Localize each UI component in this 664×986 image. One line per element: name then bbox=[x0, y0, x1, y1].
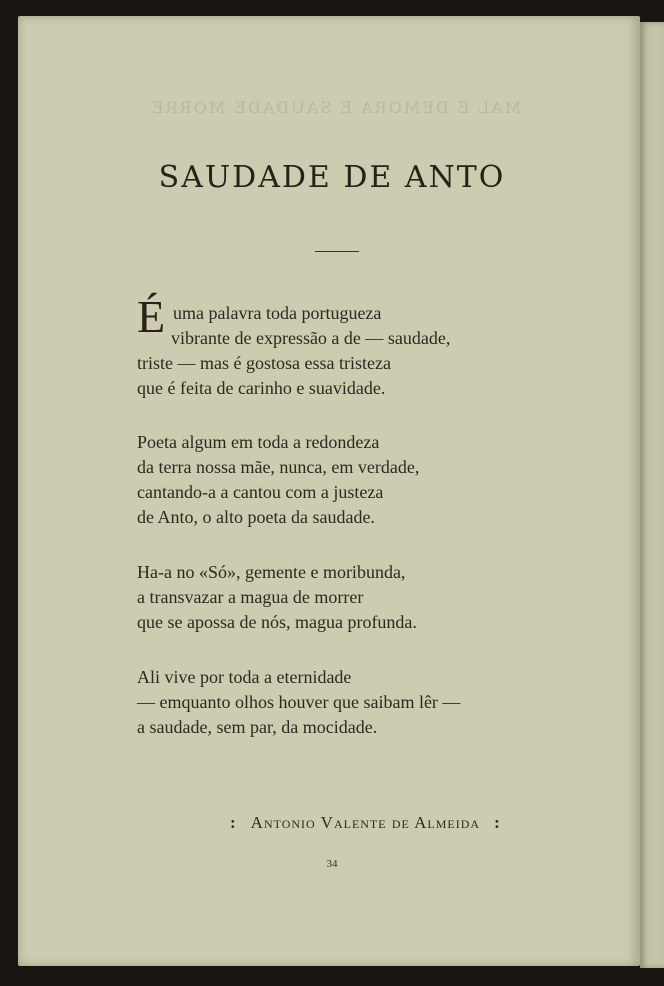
verse-line: Ha-a no «Só», gemente e moribunda, bbox=[137, 562, 406, 582]
verse-line: Poeta algum em toda a redondeza bbox=[137, 432, 380, 452]
verse-line: Ali vive por toda a eternidade bbox=[137, 667, 352, 687]
author-colon-left: : bbox=[230, 813, 237, 832]
drop-cap: É bbox=[137, 291, 166, 342]
verse-line: — emquanto olhos houver que saibam lêr — bbox=[137, 692, 461, 712]
title-divider bbox=[315, 251, 359, 252]
poem-title: SAUDADE DE ANTO bbox=[158, 160, 506, 195]
verse-line: da terra nossa mãe, nunca, em verdade, bbox=[137, 457, 420, 477]
verse-line: de Anto, o alto poeta da saudade. bbox=[137, 507, 375, 527]
verse-line: que é feita de carinho e suavidade. bbox=[137, 378, 386, 398]
verse-line: cantando-a a cantou com a justeza bbox=[137, 482, 384, 502]
verse-line: a transvazar a magua de morrer bbox=[137, 587, 364, 607]
stanza-4 bbox=[137, 665, 460, 740]
author-name: Antonio Valente de Almeida bbox=[250, 813, 481, 832]
page-number: 34 bbox=[326, 858, 338, 870]
stanza-3 bbox=[137, 560, 417, 635]
verse-line: vibrante de expressão a de — saudade, bbox=[171, 328, 451, 348]
stanza-2 bbox=[137, 430, 419, 530]
verse-line: a saudade, sem par, da mocidade. bbox=[137, 717, 378, 737]
bleed-through-text: MAL E DEMORA E SAUDADE MORRE bbox=[150, 98, 522, 117]
stanza-1 bbox=[137, 301, 450, 401]
author-colon-right: : bbox=[494, 813, 501, 832]
verse-line: que se apossa de nós, magua profunda. bbox=[137, 612, 417, 632]
verse-line: uma palavra toda portugueza bbox=[173, 303, 382, 323]
author-signature bbox=[230, 813, 501, 833]
verse-line: triste — mas é gostosa essa tristeza bbox=[137, 353, 391, 373]
